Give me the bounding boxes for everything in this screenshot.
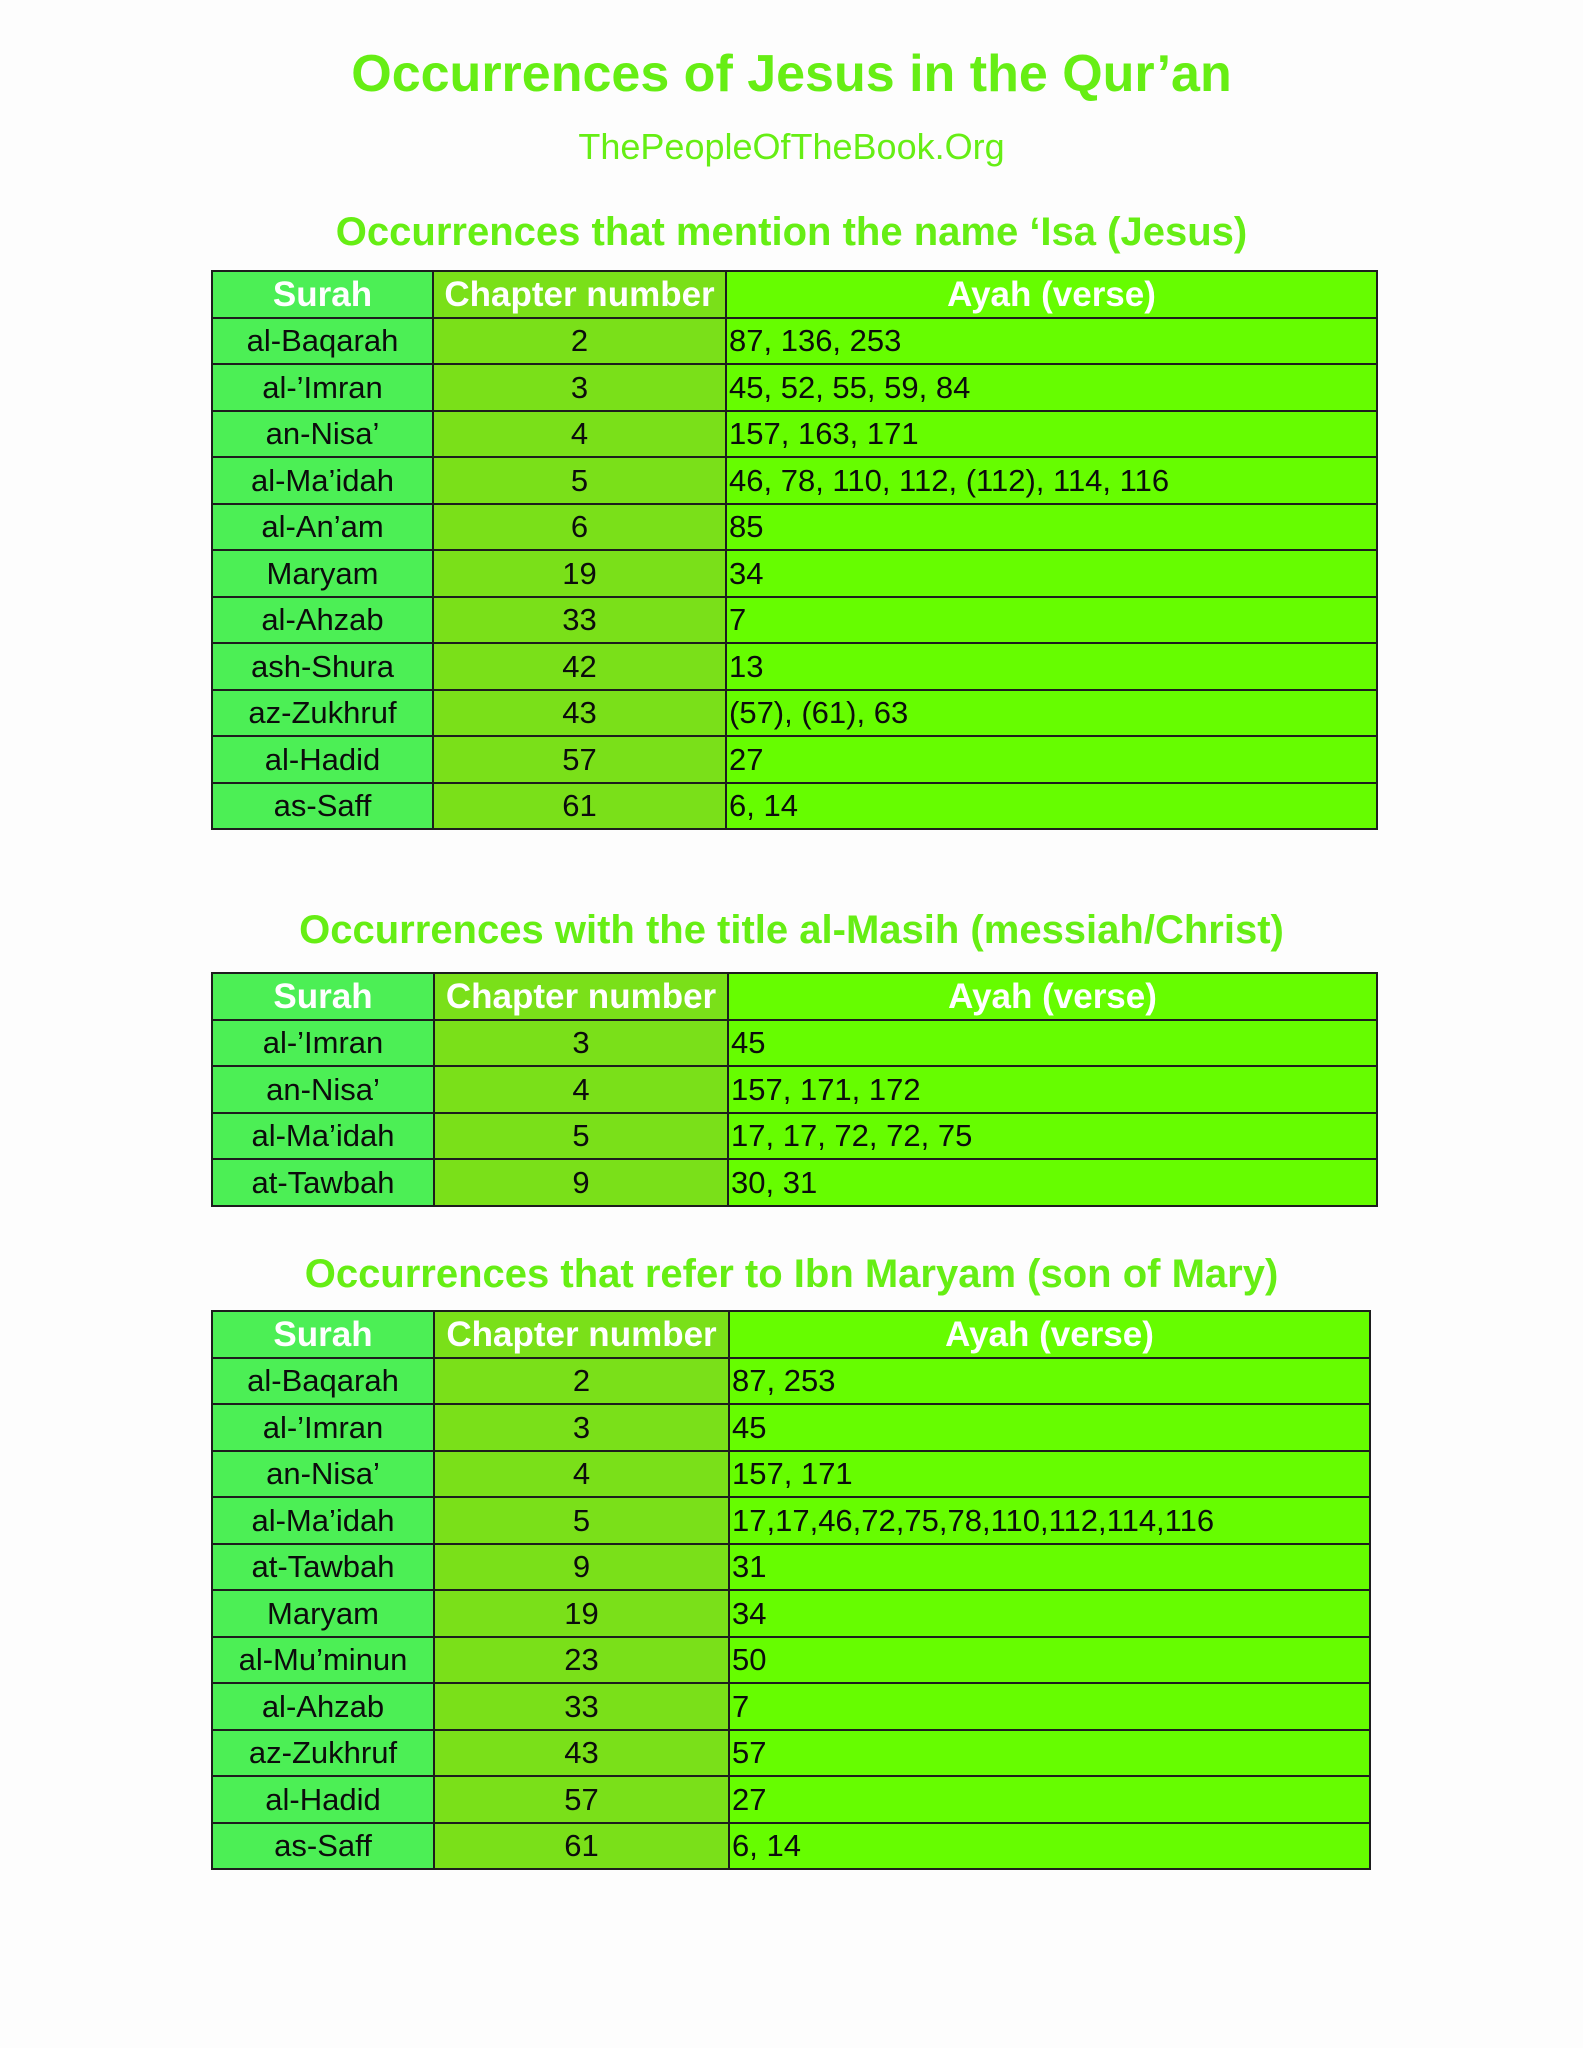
ayah-cell: 157, 171, 172 <box>728 1066 1377 1113</box>
chapter-number-cell: 2 <box>433 318 726 365</box>
surah-cell: at-Tawbah <box>212 1159 434 1206</box>
chapter-number-cell: 5 <box>433 457 726 504</box>
table-row <box>212 1544 1370 1591</box>
chapter-number-cell: 19 <box>434 1590 729 1637</box>
ayah-cell: 87, 253 <box>729 1358 1370 1405</box>
ayah-cell: 46, 78, 110, 112, (112), 114, 116 <box>726 457 1377 504</box>
chapter-number-cell: 42 <box>433 643 726 690</box>
surah-cell: al-Baqarah <box>212 318 433 365</box>
table-row <box>212 1683 1370 1730</box>
table-row <box>212 643 1377 690</box>
table-row <box>212 1066 1377 1113</box>
table-row <box>212 1590 1370 1637</box>
table-row <box>212 1730 1370 1777</box>
ayah-cell: 6, 14 <box>726 783 1377 830</box>
table-row <box>212 1776 1370 1823</box>
surah-cell: ash-Shura <box>212 643 433 690</box>
chapter-number-cell: 33 <box>434 1683 729 1730</box>
ayah-cell: 85 <box>726 504 1377 551</box>
table-isa <box>211 270 1378 830</box>
chapter-number-cell: 6 <box>433 504 726 551</box>
chapter-number-cell: 4 <box>433 411 726 458</box>
surah-cell: az-Zukhruf <box>212 690 433 737</box>
table-row <box>212 411 1377 458</box>
ayah-cell: 27 <box>726 736 1377 783</box>
ayah-cell: 17, 17, 72, 72, 75 <box>728 1113 1377 1160</box>
ayah-cell: (57), (61), 63 <box>726 690 1377 737</box>
ayah-cell: 7 <box>726 597 1377 644</box>
table-ibn-maryam <box>211 1310 1371 1870</box>
table-row <box>212 783 1377 830</box>
chapter-number-cell: 57 <box>433 736 726 783</box>
chapter-number-cell: 4 <box>434 1066 728 1113</box>
chapter-number-cell: 43 <box>434 1730 729 1777</box>
surah-cell: al-Ma’idah <box>212 457 433 504</box>
ayah-cell: 87, 136, 253 <box>726 318 1377 365</box>
section-title-ibn-maryam: Occurrences that refer to Ibn Maryam (son of Mary) <box>304 1252 1279 1296</box>
ayah-cell: 157, 163, 171 <box>726 411 1377 458</box>
chapter-number-cell: 43 <box>433 690 726 737</box>
table-row <box>212 690 1377 737</box>
table-row <box>212 597 1377 644</box>
table-row <box>212 1823 1370 1870</box>
surah-cell: as-Saff <box>212 1823 434 1870</box>
surah-cell: al-Ahzab <box>212 1683 434 1730</box>
chapter-number-cell: 9 <box>434 1544 729 1591</box>
ayah-cell: 6, 14 <box>729 1823 1370 1870</box>
header-surah: Surah <box>212 1311 434 1358</box>
ayah-cell: 34 <box>729 1590 1370 1637</box>
table-row <box>212 1404 1370 1451</box>
header-chapter-number: Chapter number <box>433 271 726 318</box>
table-row <box>212 550 1377 597</box>
table-header-row <box>212 973 1377 1020</box>
chapter-number-cell: 33 <box>433 597 726 644</box>
page-title: Occurrences of Jesus in the Qur’an <box>351 45 1232 103</box>
ayah-cell: 30, 31 <box>728 1159 1377 1206</box>
surah-cell: al-Ma’idah <box>212 1497 434 1544</box>
header-ayah: Ayah (verse) <box>726 271 1377 318</box>
ayah-cell: 27 <box>729 1776 1370 1823</box>
chapter-number-cell: 5 <box>434 1497 729 1544</box>
ayah-cell: 45, 52, 55, 59, 84 <box>726 364 1377 411</box>
chapter-number-cell: 61 <box>434 1823 729 1870</box>
surah-cell: Maryam <box>212 550 433 597</box>
surah-cell: al-Hadid <box>212 736 433 783</box>
surah-cell: an-Nisa’ <box>212 1451 434 1498</box>
header-surah: Surah <box>212 973 434 1020</box>
surah-cell: as-Saff <box>212 783 433 830</box>
surah-cell: al-’Imran <box>212 1020 434 1067</box>
table-row <box>212 318 1377 365</box>
table-row <box>212 1497 1370 1544</box>
chapter-number-cell: 3 <box>434 1404 729 1451</box>
ayah-cell: 13 <box>726 643 1377 690</box>
header-chapter-number: Chapter number <box>434 973 728 1020</box>
ayah-cell: 7 <box>729 1683 1370 1730</box>
ayah-cell: 45 <box>728 1020 1377 1067</box>
surah-cell: Maryam <box>212 1590 434 1637</box>
surah-cell: al-Mu’minun <box>212 1637 434 1684</box>
table-row <box>212 736 1377 783</box>
header-ayah: Ayah (verse) <box>729 1311 1370 1358</box>
surah-cell: az-Zukhruf <box>212 1730 434 1777</box>
surah-cell: at-Tawbah <box>212 1544 434 1591</box>
chapter-number-cell: 23 <box>434 1637 729 1684</box>
chapter-number-cell: 3 <box>434 1020 728 1067</box>
chapter-number-cell: 57 <box>434 1776 729 1823</box>
section-title-isa: Occurrences that mention the name ‘Isa (Jesus) <box>335 210 1248 254</box>
table-row <box>212 1020 1377 1067</box>
table-row <box>212 1637 1370 1684</box>
ayah-cell: 57 <box>729 1730 1370 1777</box>
chapter-number-cell: 61 <box>433 783 726 830</box>
surah-cell: an-Nisa’ <box>212 1066 434 1113</box>
surah-cell: an-Nisa’ <box>212 411 433 458</box>
surah-cell: al-An’am <box>212 504 433 551</box>
header-surah: Surah <box>212 271 433 318</box>
ayah-cell: 45 <box>729 1404 1370 1451</box>
surah-cell: al-Baqarah <box>212 1358 434 1405</box>
chapter-number-cell: 3 <box>433 364 726 411</box>
ayah-cell: 17,17,46,72,75,78,110,112,114,116 <box>729 1497 1370 1544</box>
table-row <box>212 1358 1370 1405</box>
chapter-number-cell: 19 <box>433 550 726 597</box>
chapter-number-cell: 4 <box>434 1451 729 1498</box>
table-row <box>212 1113 1377 1160</box>
surah-cell: al-Ma’idah <box>212 1113 434 1160</box>
surah-cell: al-Ahzab <box>212 597 433 644</box>
table-row <box>212 1159 1377 1206</box>
chapter-number-cell: 5 <box>434 1113 728 1160</box>
ayah-cell: 34 <box>726 550 1377 597</box>
table-masih <box>211 972 1378 1207</box>
ayah-cell: 31 <box>729 1544 1370 1591</box>
table-header-row <box>212 271 1377 318</box>
table-row <box>212 1451 1370 1498</box>
chapter-number-cell: 2 <box>434 1358 729 1405</box>
table-row <box>212 504 1377 551</box>
website-label: ThePeopleOfTheBook.Org <box>578 126 1005 167</box>
ayah-cell: 50 <box>729 1637 1370 1684</box>
header-chapter-number: Chapter number <box>434 1311 729 1358</box>
header-ayah: Ayah (verse) <box>728 973 1377 1020</box>
surah-cell: al-Hadid <box>212 1776 434 1823</box>
table-row <box>212 457 1377 504</box>
chapter-number-cell: 9 <box>434 1159 728 1206</box>
surah-cell: al-’Imran <box>212 364 433 411</box>
ayah-cell: 157, 171 <box>729 1451 1370 1498</box>
table-row <box>212 364 1377 411</box>
surah-cell: al-’Imran <box>212 1404 434 1451</box>
section-title-masih: Occurrences with the title al-Masih (messiah/Christ) <box>299 908 1284 952</box>
table-header-row <box>212 1311 1370 1358</box>
